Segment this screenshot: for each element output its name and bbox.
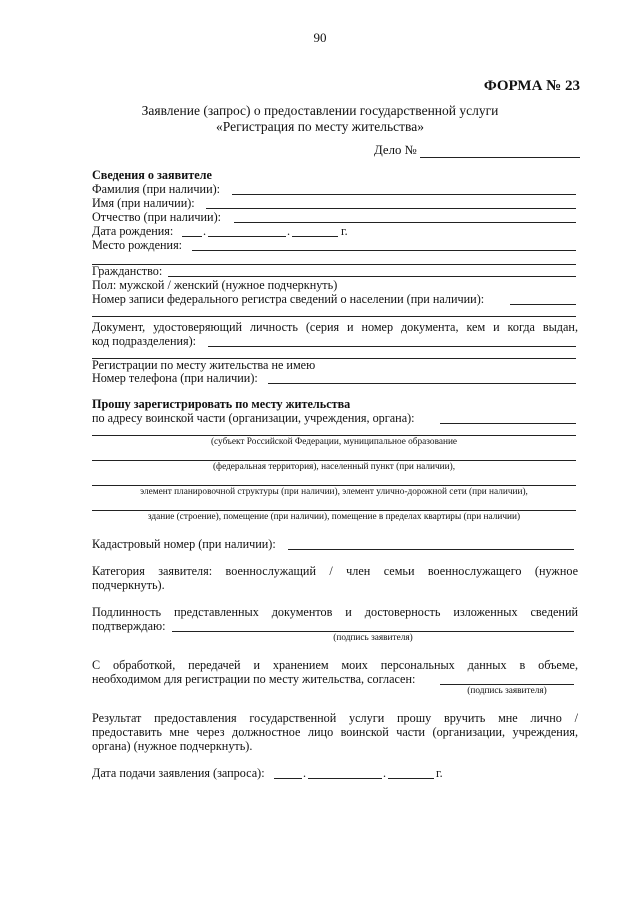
- registry-record-field[interactable]: [510, 304, 576, 305]
- birth-year-suffix: г.: [341, 224, 348, 238]
- category-line1: Категория заявителя: военнослужащий / член семьи военнослужащего (нужное: [92, 564, 578, 578]
- address-field-line5[interactable]: [92, 510, 576, 511]
- birth-month-field[interactable]: [208, 236, 286, 237]
- category-line2: подчеркнуть).: [92, 578, 165, 592]
- address-field-line4[interactable]: [92, 485, 576, 486]
- submit-month-field[interactable]: [308, 778, 382, 779]
- address-caption-3: элемент планировочной структуры (при наличии), элемент улично-дорожной сети (при наличии),: [140, 487, 528, 497]
- consent-line2: необходимом для регистрации по месту жительства, согласен:: [92, 672, 416, 686]
- consent-signature-field[interactable]: [440, 684, 574, 685]
- form-number: ФОРМА № 23: [483, 78, 580, 94]
- case-number-field[interactable]: [420, 157, 580, 158]
- submit-day-field[interactable]: [274, 778, 302, 779]
- id-document-field[interactable]: [208, 346, 576, 347]
- address-caption-2: (федеральная территория), населенный пункт (при наличии),: [212, 462, 456, 472]
- result-line2: предоставить мне через должностное лицо воинской части (организации, учреждения,: [92, 725, 578, 739]
- request-section-heading: Прошу зарегистрировать по месту жительства: [92, 397, 351, 411]
- signature-caption-2: (подпись заявителя): [467, 686, 547, 696]
- signature-caption: (подпись заявителя): [333, 633, 413, 643]
- birth-place-field[interactable]: [192, 250, 576, 251]
- no-registration-text: Регистрации по месту жительства не имею: [92, 358, 316, 372]
- patronymic-field[interactable]: [234, 222, 576, 223]
- phone-label: Номер телефона (при наличии):: [92, 371, 258, 385]
- cadastral-field[interactable]: [288, 549, 574, 550]
- page-number: 90: [313, 30, 327, 45]
- address-caption-1: (субъект Российской Федерации, муниципальное образование: [210, 437, 458, 447]
- address-intro-label: по адресу воинской части (организации, учреждения, органа):: [92, 411, 415, 425]
- address-field-line1[interactable]: [440, 423, 576, 424]
- sex-label: Пол: мужской / женский (нужное подчеркнуть): [92, 278, 338, 292]
- id-document-label-line1: Документ, удостоверяющий личность (серия и номер документа, кем и когда выдан,: [92, 320, 578, 334]
- citizenship-label: Гражданство:: [92, 264, 163, 278]
- submit-date-label: Дата подачи заявления (запроса):: [92, 766, 265, 780]
- document-title-line2: «Регистрация по месту жительства»: [216, 119, 424, 134]
- document-title-line1: Заявление (запрос) о предоставлении государственной услуги: [141, 103, 499, 118]
- submit-year-suffix: г.: [436, 766, 443, 780]
- patronymic-label: Отчество (при наличии):: [92, 210, 222, 224]
- id-document-label-line2: код подразделения):: [92, 334, 197, 348]
- authenticity-line2: подтверждаю:: [92, 619, 166, 633]
- birth-place-label: Место рождения:: [92, 238, 183, 252]
- consent-line1: С обработкой, передачей и хранением моих персональных данных в объеме,: [92, 658, 578, 672]
- birth-place-field-line2[interactable]: [92, 264, 576, 265]
- address-field-line2[interactable]: [92, 435, 576, 436]
- authenticity-line1: Подлинность представленных документов и достоверность изложенных сведений: [92, 605, 578, 619]
- authenticity-signature-field[interactable]: [172, 631, 574, 632]
- citizenship-field[interactable]: [168, 276, 576, 277]
- result-line3: органа) (нужное подчеркнуть).: [92, 739, 253, 753]
- address-caption-4: здание (строение), помещение (при наличии), помещение в пределах квартиры (при наличии): [147, 512, 521, 522]
- birth-day-field[interactable]: [182, 236, 202, 237]
- applicant-section-heading: Сведения о заявителе: [92, 168, 212, 182]
- surname-field[interactable]: [232, 194, 576, 195]
- name-field[interactable]: [206, 208, 576, 209]
- surname-label: Фамилия (при наличии):: [92, 182, 221, 196]
- birth-date-label: Дата рождения:: [92, 224, 174, 238]
- case-number-label: Дело №: [374, 143, 417, 157]
- phone-field[interactable]: [268, 383, 576, 384]
- cadastral-label: Кадастровый номер (при наличии):: [92, 537, 276, 551]
- name-label: Имя (при наличии):: [92, 196, 195, 210]
- registry-record-label: Номер записи федерального регистра сведений о населении (при наличии):: [92, 292, 485, 306]
- address-field-line3[interactable]: [92, 460, 576, 461]
- result-line1: Результат предоставления государственной услуги прошу вручить мне лично /: [92, 711, 578, 725]
- birth-year-field[interactable]: [292, 236, 338, 237]
- submit-year-field[interactable]: [388, 778, 434, 779]
- registry-record-field-line2[interactable]: [92, 316, 576, 317]
